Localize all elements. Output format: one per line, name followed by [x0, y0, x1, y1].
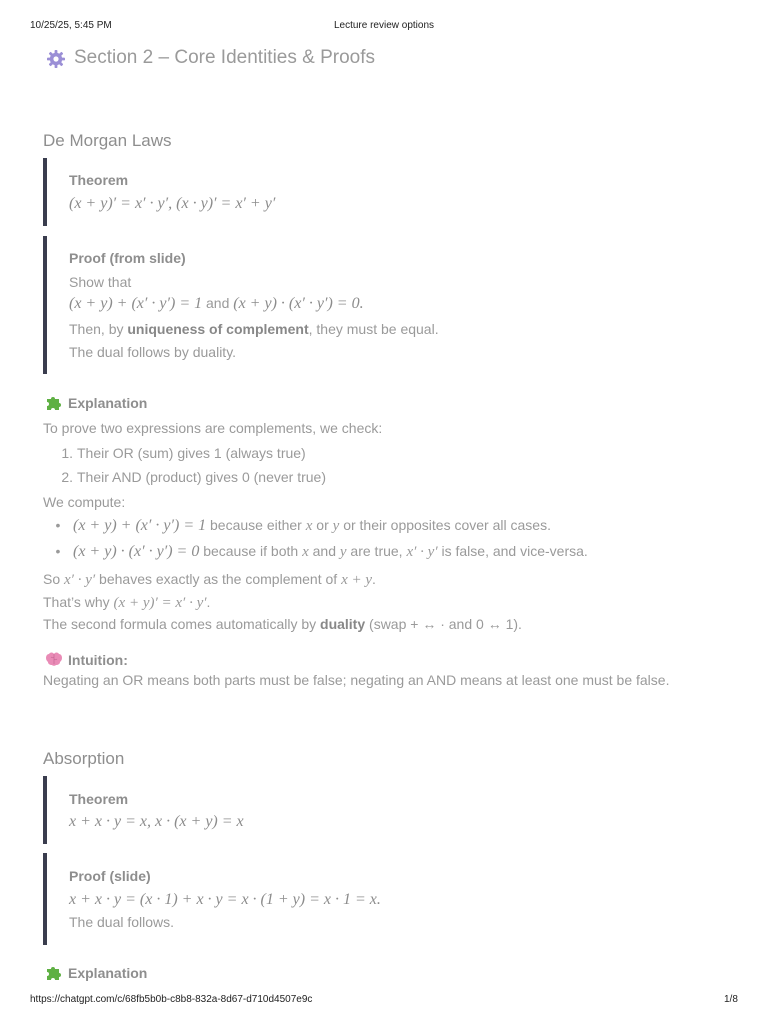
print-page-number: 1/8 — [724, 994, 738, 1005]
duality-line — [43, 616, 522, 632]
theorem-math: x + x · y = x, x · (x + y) = x — [69, 813, 244, 830]
puzzle-icon — [45, 964, 63, 982]
intuition-text: Negating an OR means both parts must be false; negating an AND means at least one must be false. — [43, 672, 670, 688]
proof-and: and — [206, 295, 230, 311]
bold-duality: duality — [320, 616, 366, 632]
proof-label: Proof (from slide) — [69, 250, 186, 266]
text: are true, — [346, 543, 407, 559]
proof-text: Show that — [69, 274, 132, 290]
text: is false, and vice-versa. — [437, 543, 588, 559]
proof-block-de-morgan — [43, 236, 727, 374]
list-item: 1. Their OR (sum) gives 1 (always true) — [61, 445, 306, 461]
proof-math-b: (x + y) · (x′ · y′) = 0. — [233, 295, 364, 312]
inline-math: (x + y)′ = x′ · y′ — [113, 595, 207, 611]
theorem-label: Theorem — [69, 791, 129, 807]
text: So — [43, 571, 65, 587]
var-x: x — [305, 518, 313, 534]
text: behaves exactly as the complement of — [95, 571, 342, 587]
text: . — [372, 571, 376, 587]
theorem-block-absorption — [43, 776, 727, 844]
text: Then, by — [69, 321, 128, 337]
proof-math-a: (x + y) + (x′ · y′) = 1 — [69, 295, 203, 312]
text: (swap + ↔ · and 0 ↔ 1). — [365, 616, 522, 632]
proof-label: Proof (slide) — [69, 868, 151, 884]
var-x: x — [302, 544, 309, 560]
inline-math: x′ · y′ — [64, 572, 96, 588]
so-line — [43, 571, 376, 589]
proof-dual-line: The dual follows by duality. — [69, 344, 237, 360]
text: The second formula comes automatically by — [43, 616, 321, 632]
bullet-item: • (x + y) + (x′ · y′) = 1 because either x or y or their opposites cover all cases. — [55, 517, 551, 534]
text: . — [206, 594, 211, 610]
explanation-label: Explanation — [68, 395, 148, 411]
gear-icon — [46, 49, 66, 69]
inline-math: x + y — [341, 572, 373, 588]
list-item: 2. Their AND (product) gives 0 (never true) — [61, 469, 326, 485]
list-item-text: Their OR (sum) gives 1 (always true) — [77, 445, 306, 461]
bullet-math: (x + y) + (x′ · y′) = 1 — [73, 517, 207, 534]
brain-icon — [45, 651, 63, 667]
bold-uniqueness: uniqueness of complement — [127, 321, 309, 337]
theorem-block-de-morgan — [43, 158, 727, 226]
inline-math: x′ · y′ — [406, 544, 438, 560]
text: or — [312, 517, 333, 533]
thats-why-line — [43, 594, 210, 612]
print-doc-title: Lecture review options — [333, 20, 435, 31]
proof-math-line — [69, 295, 364, 313]
text: , they must be equal. — [308, 321, 439, 337]
section-title: Section 2 – Core Identities & Proofs — [74, 47, 375, 68]
explanation-label: Explanation — [68, 965, 148, 981]
proof-math: x + x · y = (x · 1) + x · y = x · (1 + y) = x · 1 = x. — [69, 891, 381, 908]
bullet-item: • (x + y) · (x′ · y′) = 0 because if both x and y are true, x′ · y′ is false, and vice-versa. — [55, 543, 588, 560]
var-y: y — [339, 544, 347, 560]
heading-de-morgan: De Morgan Laws — [43, 131, 172, 150]
text: and — [308, 543, 340, 559]
proof-block-absorption — [43, 853, 727, 945]
proof-uniqueness-line — [69, 321, 439, 337]
we-compute: We compute: — [43, 494, 126, 510]
print-url: https://chatgpt.com/c/68fb5b0b-c8b8-832a-8d67-d710d4507e9c — [30, 994, 313, 1005]
print-datetime: 10/25/25, 5:45 PM — [30, 20, 112, 31]
text: That’s why — [43, 594, 114, 610]
intuition-label: Intuition: — [68, 652, 128, 668]
text: or their opposites cover all cases. — [339, 517, 551, 533]
theorem-math: (x + y)′ = x′ · y′, (x · y)′ = x′ + y′ — [69, 195, 276, 212]
heading-absorption: Absorption — [43, 749, 125, 768]
theorem-label: Theorem — [69, 172, 129, 188]
bullet-math: (x + y) · (x′ · y′) = 0 — [73, 543, 200, 560]
explanation-intro: To prove two expressions are complements, we check: — [43, 420, 383, 436]
text: because either — [206, 517, 306, 533]
var-y: y — [332, 518, 340, 534]
proof-dual-line: The dual follows. — [69, 914, 175, 930]
text: because if both — [199, 543, 303, 559]
list-item-text: Their AND (product) gives 0 (never true) — [77, 469, 326, 485]
puzzle-icon — [45, 394, 63, 412]
